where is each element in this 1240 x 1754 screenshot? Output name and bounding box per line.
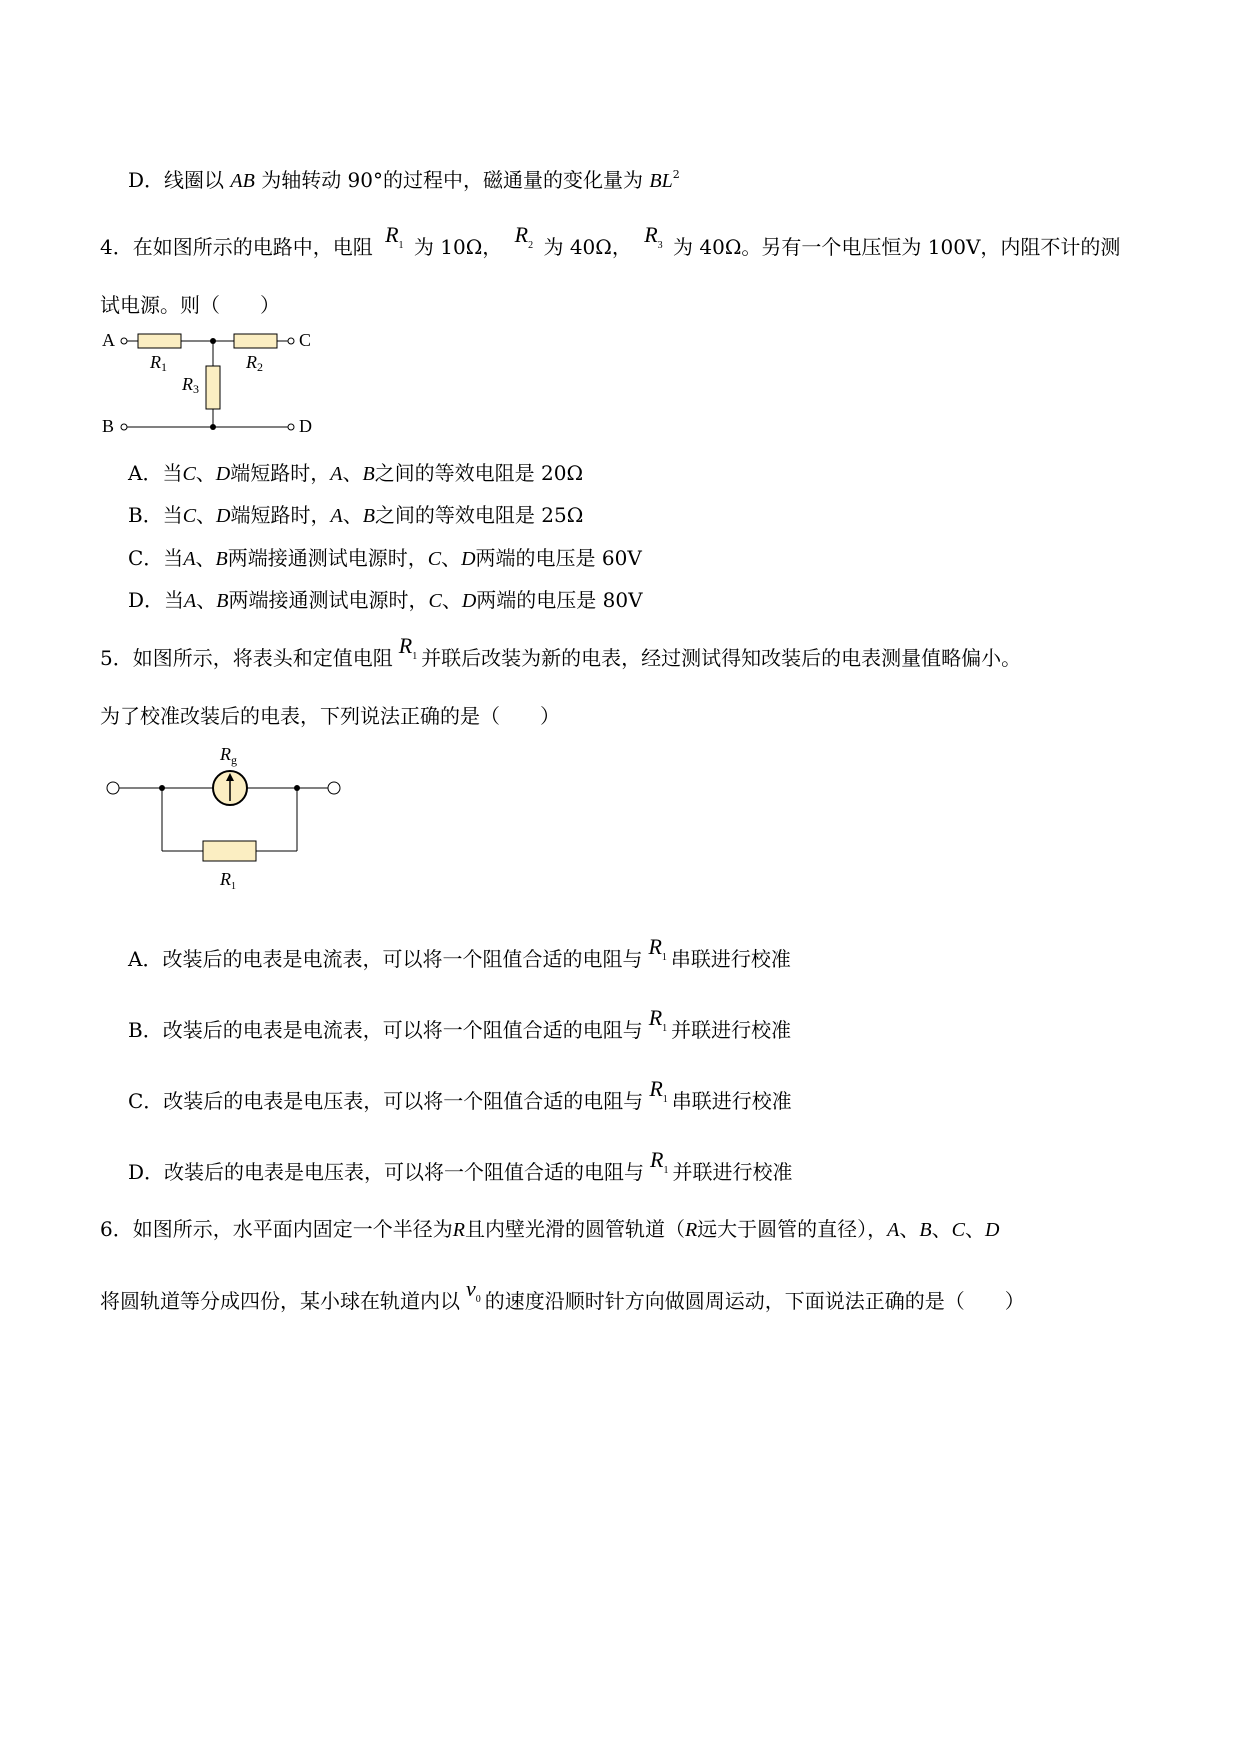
q5-meter-circuit-diagram <box>100 738 350 898</box>
q4-option-c: C．当A、B两端接通测试电源时，C、D两端的电压是 60V <box>128 546 642 570</box>
q4-label-r3: R3 <box>182 374 199 396</box>
q4-stem-line2: 试电源。则（ ） <box>100 293 280 317</box>
q4-stem-text: 4．在如图所示的电路中，电阻 <box>100 235 373 259</box>
q5-label-rg: $R_g$ <box>220 744 237 767</box>
q4-resistor-r1 <box>138 334 181 348</box>
q3d-label: D．线圈以 <box>128 168 225 192</box>
q3d-exponent: 2 <box>672 168 680 181</box>
q4-terminal-b <box>121 424 127 430</box>
q4-label-r1: R1 <box>150 352 167 374</box>
q4-r3-value: 为 40Ω。另有一个电压恒为 100V，内阻不计的测 <box>673 235 1121 259</box>
q4-terminal-d <box>288 424 294 430</box>
q5-resistor-r1 <box>203 841 256 861</box>
q5-option-b-r1-symbol: $R_1$ <box>648 1005 668 1034</box>
q4-resistor-r3 <box>206 366 220 409</box>
q4-resistor-r2 <box>234 334 277 348</box>
q4-terminal-b-label: B <box>102 416 115 436</box>
q5-option-a: A．改装后的电表是电流表，可以将一个阻值合适的电阻与 $R_1$ 串联进行校准 <box>128 934 791 971</box>
q4-r3-symbol: $R_3$ <box>644 222 663 251</box>
q5-option-a-r1-symbol: $R_1$ <box>648 934 667 963</box>
q4-terminal-c <box>288 338 294 344</box>
q5-option-c: C．改装后的电表是电压表，可以将一个阻值合适的电阻与 $R_1$ 串联进行校准 <box>128 1076 792 1113</box>
q5-label-r1: $R_1$ <box>220 869 236 892</box>
q5-option-d: D．改装后的电表是电压表，可以将一个阻值合适的电阻与 $R_1$ 并联进行校准 <box>128 1147 793 1184</box>
q4-r2-symbol: $R_2$ <box>514 222 534 251</box>
q5-stem-line2: 为了校准改装后的电表，下列说法正确的是（ ） <box>100 704 560 728</box>
q5-option-c-r1-symbol: $R_1$ <box>649 1076 668 1105</box>
q3-option-d <box>128 160 680 196</box>
q4-r1-symbol: $R_1$ <box>385 222 404 251</box>
q5-option-b: B．改装后的电表是电流表，可以将一个阻值合适的电阻与 $R_1$ 并联进行校准 <box>128 1005 792 1042</box>
q6-stem-line2: 将圆轨道等分成四份，某小球在轨道内以 $v_0$ 的速度沿顺时针方向做圆周运动，下面说法正确的是（ ） <box>100 1276 1025 1313</box>
q4-terminal-c-label: C <box>299 330 312 350</box>
q5-stem-line1: 5．如图所示，将表头和定值电阻 $R_1$ 并联后改装为新的电表，经过测试得知改装后的电表测量值略偏小。 <box>100 633 1022 670</box>
q4-circuit-diagram <box>98 322 338 442</box>
q3d-text: 为轴转动 90°的过程中，磁通量的变化量为 <box>261 168 644 192</box>
q6-stem-text: 6．如图所示，水平面内固定一个半径为 <box>100 1217 453 1241</box>
q5-terminal-right <box>328 782 340 794</box>
q6-v0-symbol: $v_0$ <box>466 1276 481 1305</box>
q4-option-a: A．当C、D端短路时，A、B之间的等效电阻是 20Ω <box>128 461 584 485</box>
q4-terminal-d-label: D <box>299 416 312 436</box>
q6-stem-line1: 6．如图所示，水平面内固定一个半径为R且内壁光滑的圆管轨道（R远大于圆管的直径），A、B、C、D <box>100 1217 1000 1241</box>
q5-option-d-r1-symbol: $R_1$ <box>650 1147 669 1176</box>
q3d-bl: BL <box>649 170 673 192</box>
q4-terminal-a <box>121 338 127 344</box>
q4-r2-value: 为 40Ω， <box>543 235 632 259</box>
q4-terminal-a-label: A <box>102 330 115 350</box>
q4-option-b: B．当C、D端短路时，A、B之间的等效电阻是 25Ω <box>128 503 584 527</box>
q5-terminal-left <box>107 782 119 794</box>
q4-label-r2: R2 <box>246 352 263 374</box>
q5-stem-text: 5．如图所示，将表头和定值电阻 <box>100 646 393 670</box>
q3d-ab: AB <box>230 170 255 192</box>
q4-option-d: D．当A、B两端接通测试电源时，C、D两端的电压是 80V <box>128 588 643 612</box>
q4-stem-line1 <box>100 222 1121 267</box>
q4-r1-value: 为 10Ω， <box>413 235 503 259</box>
q5-r1-symbol: $R_1$ <box>398 633 418 662</box>
